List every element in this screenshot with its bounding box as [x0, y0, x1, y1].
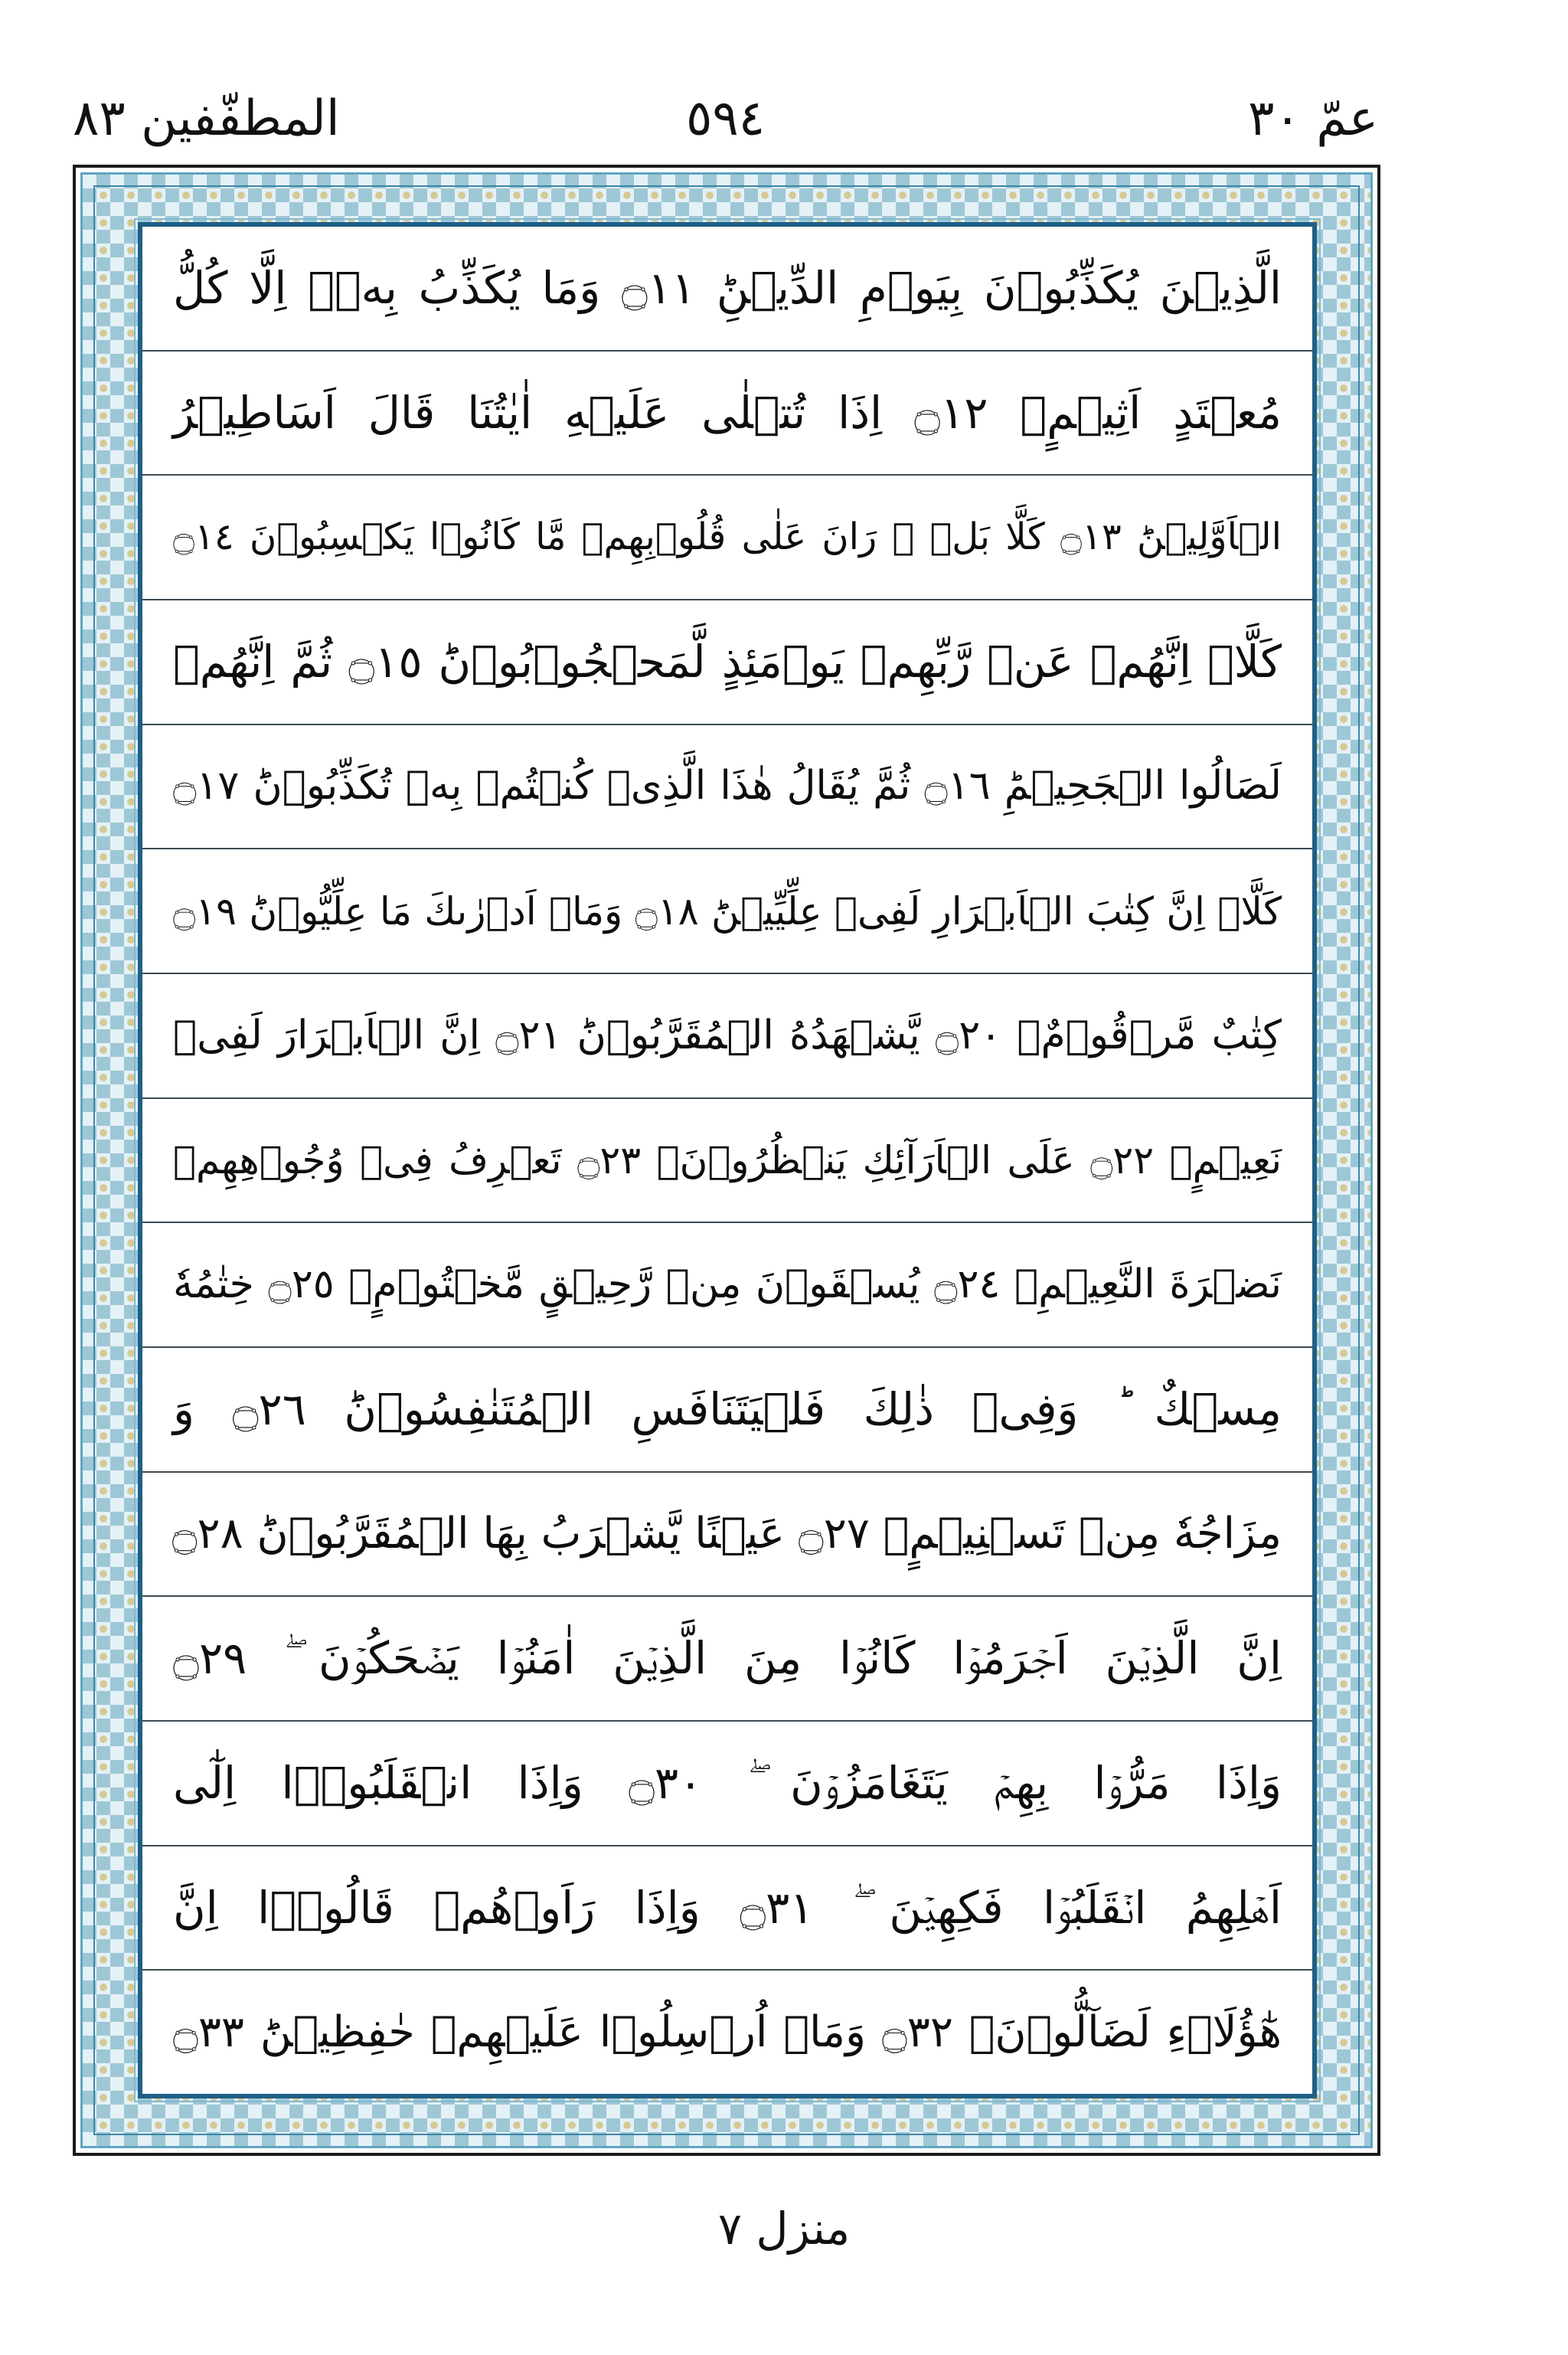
verse-line	[142, 600, 1312, 725]
verse-line	[142, 1473, 1312, 1598]
verse-line-text: وَاِذَا مَرُّوۡا بِهِمۡ يَتَغَامَزُوۡنَ ۖ ۝٣٠ وَاِذَا انۡقَلَبُوۡۤا اِلٰٓى	[173, 1757, 1282, 1809]
verse-line-text: نَعِيۡمٍۙ ۝٢٢ عَلَى الۡاَرَآئِكِ يَنۡظُرُوۡنَۙ ۝٢٣ تَعۡرِفُ فِىۡ وُجُوۡهِهِمۡ	[173, 1138, 1282, 1183]
page-header	[73, 77, 1378, 161]
verse-line-text: كِتٰبٌ مَّرۡقُوۡمٌۙ ۝٢٠ يَّشۡهَدُهُ الۡمُقَرَّبُوۡنَؕ ۝٢١ اِنَّ الۡاَبۡرَارَ لَفِىۡ	[173, 1012, 1282, 1058]
verse-line-text: مُعۡتَدٍ اَثِيۡمٍۙ ۝١٢ اِذَا تُتۡلٰى عَلَيۡهِ اٰيٰتُنَا قَالَ اَسَاطِيۡرُ	[173, 386, 1282, 439]
verse-line	[142, 352, 1312, 476]
verse-line	[142, 1099, 1312, 1224]
verse-line	[142, 227, 1312, 352]
verse-line-text: الۡاَوَّلِيۡنَؕ ۝١٣ كَلَّا بَلۡ ۜ رَانَ عَلٰى قُلُوۡبِهِمۡ مَّا كَانُوۡا يَكۡسِبُوۡنَ ۝١٤	[173, 515, 1282, 559]
verse-line-text: كَلَّاۤ اِنَّ كِتٰبَ الۡاَبۡرَارِ لَفِىۡ عِلِّيِّيۡنَؕ ۝١٨ وَمَاۤ اَدۡرٰٮكَ مَا عِلِّيُّوۡنَؕ ۝١٩	[173, 888, 1282, 934]
verse-line-text: مِزَاجُهٗ مِنۡ تَسۡنِيۡمٍۙ ۝٢٧ عَيۡنًا يَّشۡرَبُ بِهَا الۡمُقَرَّبُوۡنَؕ ۝٢٨	[172, 1509, 1282, 1559]
verse-line	[142, 1722, 1312, 1846]
verse-line-text: اِنَّ الَّذِيۡنَ اَجۡرَمُوۡا كَانُوۡا مِنَ الَّذِيۡنَ اٰمَنُوۡا يَضۡحَكُوۡنَ ۖ ۝٢٩	[173, 1632, 1282, 1685]
verse-line-text: هٰٓؤُلَاۤءِ لَضَآلُّوۡنَۙ ۝٣٢ وَمَاۤ اُرۡسِلُوۡا عَلَيۡهِمۡ حٰفِظِيۡنَؕ ۝٣٣	[173, 2007, 1282, 2057]
verse-lines	[142, 227, 1312, 2094]
juz-label: عمّ ٣٠	[1248, 90, 1378, 147]
verse-panel	[138, 222, 1317, 2098]
verse-line	[142, 849, 1312, 974]
surah-label: المطفّفين ٨٣	[73, 90, 340, 147]
verse-line	[142, 1846, 1312, 1971]
verse-line-text: نَضۡرَةَ النَّعِيۡمِۚ ۝٢٤ يُسۡقَوۡنَ مِنۡ رَّحِيۡقٍ مَّخۡتُوۡمٍۙ ۝٢٥ خِتٰمُهٗ	[173, 1261, 1282, 1308]
verse-line-text: مِسۡكٌ ؕ وَفِىۡ ذٰلِكَ فَلۡيَتَنَافَسِ الۡمُتَنٰفِسُوۡنَؕ ۝٢٦ وَ	[173, 1382, 1282, 1435]
verse-line-text: اَهۡلِهِمُ انۡقَلَبُوۡا فَكِهِيۡنَ ۖ ۝٣١ وَاِذَا رَاَوۡهُمۡ قَالُوۡۤا اِنَّ	[173, 1881, 1282, 1934]
verse-line-text: لَصَالُوا الۡجَحِيۡمِؕ ۝١٦ ثُمَّ يُقَالُ هٰذَا الَّذِىۡ كُنۡتُمۡ بِهٖ تُكَذِّبُوۡنَؕ ۝١٧	[173, 763, 1282, 810]
verse-line-text: كَلَّاۤ اِنَّهُمۡ عَنۡ رَّبِّهِمۡ يَوۡمَئِذٍ لَّمَحۡجُوۡبُوۡنَؕ ۝١٥ ثُمَّ اِنَّهُمۡ	[173, 635, 1282, 688]
page-number: ٥٩٤	[685, 90, 766, 147]
verse-line	[142, 476, 1312, 600]
verse-line	[142, 1971, 1312, 2094]
verse-line	[142, 1597, 1312, 1722]
verse-line	[142, 725, 1312, 850]
verse-line	[142, 974, 1312, 1099]
manzil-label: منزل ٧	[717, 2203, 851, 2255]
verse-line-text: الَّذِيۡنَ يُكَذِّبُوۡنَ بِيَوۡمِ الدِّيۡنِؕ ۝١١ وَمَا يُكَذِّبُ بِهٖۤ اِلَّا كُلُّ	[173, 261, 1282, 314]
verse-line	[142, 1223, 1312, 1348]
verse-line	[142, 1348, 1312, 1473]
